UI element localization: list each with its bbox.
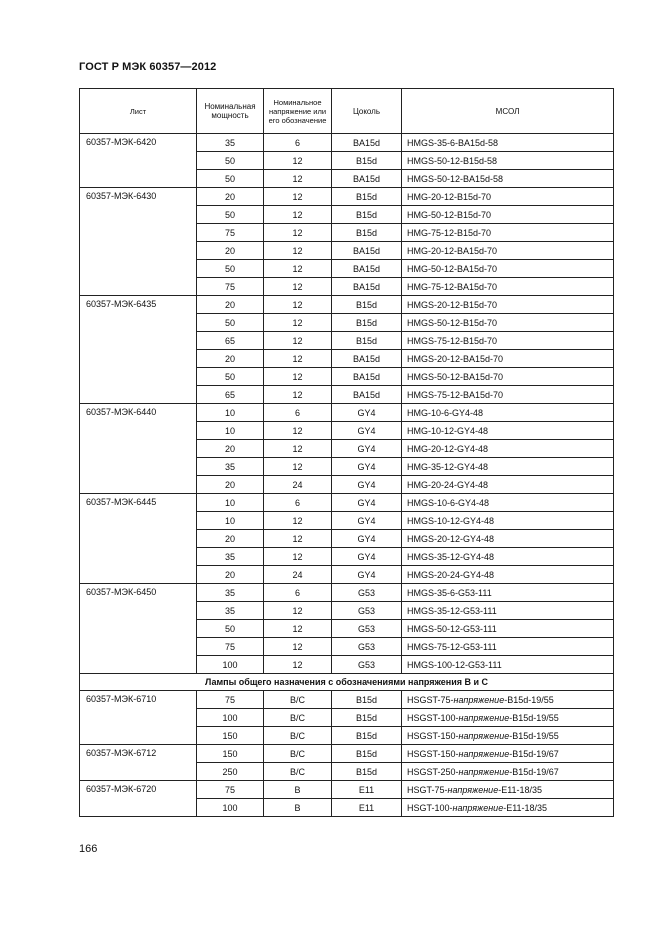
ilcos-code-cell [402,781,614,799]
ilcos-code-cell: HMGS-35-6-G53-111 [402,584,614,602]
cap-cell: B15d [332,763,402,781]
voltage-cell: B [264,781,332,799]
ilcos-code-suffix: -B15d-19/55 [504,694,554,705]
cap-cell: G53 [332,656,402,674]
power-cell: 50 [197,260,264,278]
ilcos-code-voltage-placeholder: напряжение [458,748,510,759]
ilcos-code-prefix: HSGST-150- [407,748,459,759]
ilcos-code-prefix: HSGT-100- [407,802,453,813]
voltage-cell: 12 [264,620,332,638]
power-cell: 75 [197,278,264,296]
ilcos-code-voltage-placeholder: напряжение [458,712,510,723]
cap-cell: B15d [332,224,402,242]
ilcos-code-cell: HMGS-20-12-B15d-70 [402,296,614,314]
ilcos-code-cell: HMGS-75-12-B15d-70 [402,332,614,350]
ilcos-code-prefix: HSGT-75- [407,784,448,795]
voltage-cell: 12 [264,548,332,566]
ilcos-code-cell: HMGS-50-12-B15d-58 [402,152,614,170]
header-ilcos: МСОЛ [402,89,614,134]
power-cell: 20 [197,296,264,314]
cap-cell: B15d [332,188,402,206]
ilcos-code-cell [402,709,614,727]
ilcos-code-cell: HMG-10-12-GY4-48 [402,422,614,440]
power-cell: 150 [197,745,264,763]
power-cell: 20 [197,440,264,458]
power-cell: 50 [197,206,264,224]
cap-cell: GY4 [332,566,402,584]
cap-cell: BA15d [332,350,402,368]
power-cell: 50 [197,314,264,332]
ilcos-code-cell [402,691,614,709]
ilcos-code-cell: HMGS-75-12-G53-111 [402,638,614,656]
header-sheet: Лист [80,89,197,134]
ilcos-code-cell: HMGS-50-12-BA15d-70 [402,368,614,386]
voltage-cell: 12 [264,206,332,224]
ilcos-code-cell: HMGS-20-24-GY4-48 [402,566,614,584]
cap-cell: B15d [332,314,402,332]
cap-cell: E11 [332,799,402,817]
voltage-cell: 12 [264,296,332,314]
voltage-cell: 12 [264,638,332,656]
power-cell: 20 [197,476,264,494]
power-cell: 65 [197,332,264,350]
sheet-cell: 60357-МЭК-6710 [80,691,197,745]
voltage-cell: 12 [264,224,332,242]
voltage-cell: 6 [264,584,332,602]
ilcos-code-cell: HMGS-50-12-BA15d-58 [402,170,614,188]
ilcos-code-cell: HMGS-20-12-GY4-48 [402,530,614,548]
table-row [80,745,614,763]
ilcos-code-cell: HMGS-10-6-GY4-48 [402,494,614,512]
ilcos-code-cell: HMGS-75-12-BA15d-70 [402,386,614,404]
ilcos-code-cell [402,799,614,817]
ilcos-code-cell: HMGS-100-12-G53-111 [402,656,614,674]
voltage-cell: 12 [264,512,332,530]
voltage-cell: 12 [264,188,332,206]
ilcos-code-prefix: HSGST-75- [407,694,454,705]
power-cell: 250 [197,763,264,781]
ilcos-code-voltage-placeholder: напряжение [447,784,499,795]
ilcos-code-suffix: -B15d-19/55 [509,730,559,741]
ilcos-code-cell: HMG-20-12-BA15d-70 [402,242,614,260]
cap-cell: G53 [332,638,402,656]
ilcos-code-cell: HMGS-50-12-G53-111 [402,620,614,638]
power-cell: 20 [197,350,264,368]
ilcos-code-cell [402,745,614,763]
table-header-row [80,89,614,134]
sheet-cell: 60357-МЭК-6712 [80,745,197,781]
voltage-cell: 12 [264,440,332,458]
power-cell: 20 [197,566,264,584]
power-cell: 35 [197,584,264,602]
power-cell: 20 [197,188,264,206]
voltage-cell: 12 [264,458,332,476]
cap-cell: GY4 [332,404,402,422]
cap-cell: B15d [332,206,402,224]
ilcos-code-cell: HMG-35-12-GY4-48 [402,458,614,476]
voltage-cell: B/C [264,691,332,709]
cap-cell: BA15d [332,260,402,278]
voltage-cell: 12 [264,152,332,170]
cap-cell: B15d [332,745,402,763]
power-cell: 10 [197,512,264,530]
ilcos-code-prefix: HSGST-150- [407,730,459,741]
ilcos-code-cell: HMG-20-12-GY4-48 [402,440,614,458]
table-row [80,691,614,709]
ilcos-code-prefix: HSGST-100- [407,712,459,723]
power-cell: 75 [197,224,264,242]
table-row [80,188,614,206]
ilcos-code-cell: HMGS-20-12-BA15d-70 [402,350,614,368]
sheet-cell: 60357-МЭК-6450 [80,584,197,674]
ilcos-code-cell [402,763,614,781]
table-row [80,781,614,799]
voltage-cell: 12 [264,602,332,620]
cap-cell: B15d [332,727,402,745]
voltage-cell: 6 [264,494,332,512]
cap-cell: GY4 [332,422,402,440]
header-voltage: Номинальное напряжение или его обозначение [264,89,332,134]
section-title: Лампы общего назначения с обозначениями напряжения B и C [80,674,614,691]
voltage-cell: 12 [264,278,332,296]
cap-cell: B15d [332,296,402,314]
voltage-cell: B [264,799,332,817]
ilcos-code-suffix: -B15d-19/67 [509,766,559,777]
table-row [80,584,614,602]
power-cell: 150 [197,727,264,745]
power-cell: 35 [197,134,264,152]
cap-cell: E11 [332,781,402,799]
voltage-cell: 12 [264,242,332,260]
table-row [80,134,614,152]
cap-cell: BA15d [332,242,402,260]
ilcos-code-cell: HMGS-35-6-BA15d-58 [402,134,614,152]
power-cell: 35 [197,458,264,476]
voltage-cell: 12 [264,368,332,386]
sheet-cell: 60357-МЭК-6440 [80,404,197,494]
cap-cell: BA15d [332,386,402,404]
cap-cell: B15d [332,152,402,170]
ilcos-code-cell [402,727,614,745]
cap-cell: G53 [332,620,402,638]
table-row [80,404,614,422]
table-row [80,296,614,314]
cap-cell: GY4 [332,494,402,512]
voltage-cell: B/C [264,727,332,745]
voltage-cell: 12 [264,530,332,548]
ilcos-code-cell: HMG-50-12-BA15d-70 [402,260,614,278]
power-cell: 35 [197,548,264,566]
cap-cell: BA15d [332,368,402,386]
cap-cell: B15d [332,691,402,709]
voltage-cell: 12 [264,656,332,674]
voltage-cell: 24 [264,566,332,584]
power-cell: 100 [197,656,264,674]
voltage-cell: 6 [264,404,332,422]
cap-cell: GY4 [332,548,402,566]
ilcos-code-voltage-placeholder: напряжение [452,802,504,813]
voltage-cell: 12 [264,386,332,404]
sheet-cell: 60357-МЭК-6420 [80,134,197,188]
ilcos-code-cell: HMG-75-12-B15d-70 [402,224,614,242]
voltage-cell: B/C [264,745,332,763]
cap-cell: BA15d [332,278,402,296]
cap-cell: BA15d [332,134,402,152]
power-cell: 10 [197,404,264,422]
cap-cell: BA15d [332,170,402,188]
ilcos-code-cell: HMGS-35-12-G53-111 [402,602,614,620]
cap-cell: G53 [332,602,402,620]
power-cell: 35 [197,602,264,620]
voltage-cell: 12 [264,350,332,368]
section-row [80,674,614,691]
ilcos-code-prefix: HSGST-250- [407,766,459,777]
power-cell: 65 [197,386,264,404]
power-cell: 75 [197,638,264,656]
power-cell: 10 [197,422,264,440]
voltage-cell: 12 [264,260,332,278]
document-title: ГОСТ Р МЭК 60357—2012 [79,61,217,73]
ilcos-code-cell: HMG-50-12-B15d-70 [402,206,614,224]
lamp-data-table [79,88,614,817]
cap-cell: GY4 [332,458,402,476]
ilcos-code-cell: HMGS-10-12-GY4-48 [402,512,614,530]
ilcos-code-cell: HMGS-35-12-GY4-48 [402,548,614,566]
ilcos-code-suffix: -E11-18/35 [503,802,548,813]
sheet-cell: 60357-МЭК-6445 [80,494,197,584]
ilcos-code-suffix: -B15d-19/55 [509,712,559,723]
table-body [80,134,614,817]
power-cell: 50 [197,170,264,188]
cap-cell: GY4 [332,440,402,458]
ilcos-code-cell: HMG-20-24-GY4-48 [402,476,614,494]
power-cell: 75 [197,781,264,799]
page-number: 166 [79,843,98,855]
ilcos-code-cell: HMG-75-12-BA15d-70 [402,278,614,296]
cap-cell: G53 [332,584,402,602]
voltage-cell: 12 [264,170,332,188]
voltage-cell: 12 [264,422,332,440]
ilcos-code-suffix: -B15d-19/67 [509,748,559,759]
ilcos-code-cell: HMGS-50-12-B15d-70 [402,314,614,332]
voltage-cell: 24 [264,476,332,494]
cap-cell: GY4 [332,512,402,530]
power-cell: 20 [197,242,264,260]
power-cell: 50 [197,368,264,386]
voltage-cell: B/C [264,709,332,727]
table-row [80,494,614,512]
power-cell: 100 [197,709,264,727]
cap-cell: B15d [332,332,402,350]
power-cell: 10 [197,494,264,512]
power-cell: 20 [197,530,264,548]
ilcos-code-voltage-placeholder: напряжение [453,694,505,705]
power-cell: 50 [197,620,264,638]
power-cell: 50 [197,152,264,170]
power-cell: 100 [197,799,264,817]
ilcos-code-voltage-placeholder: напряжение [458,766,510,777]
sheet-cell: 60357-МЭК-6720 [80,781,197,817]
voltage-cell: 12 [264,332,332,350]
voltage-cell: 12 [264,314,332,332]
ilcos-code-cell: HMG-10-6-GY4-48 [402,404,614,422]
ilcos-code-suffix: -E11-18/35 [498,784,543,795]
sheet-cell: 60357-МЭК-6430 [80,188,197,296]
cap-cell: GY4 [332,476,402,494]
ilcos-code-voltage-placeholder: напряжение [458,730,510,741]
cap-cell: GY4 [332,530,402,548]
sheet-cell: 60357-МЭК-6435 [80,296,197,404]
ilcos-code-cell: HMG-20-12-B15d-70 [402,188,614,206]
power-cell: 75 [197,691,264,709]
header-power: Номинальная мощность [197,89,264,134]
header-cap: Цоколь [332,89,402,134]
voltage-cell: 6 [264,134,332,152]
cap-cell: B15d [332,709,402,727]
voltage-cell: B/C [264,763,332,781]
